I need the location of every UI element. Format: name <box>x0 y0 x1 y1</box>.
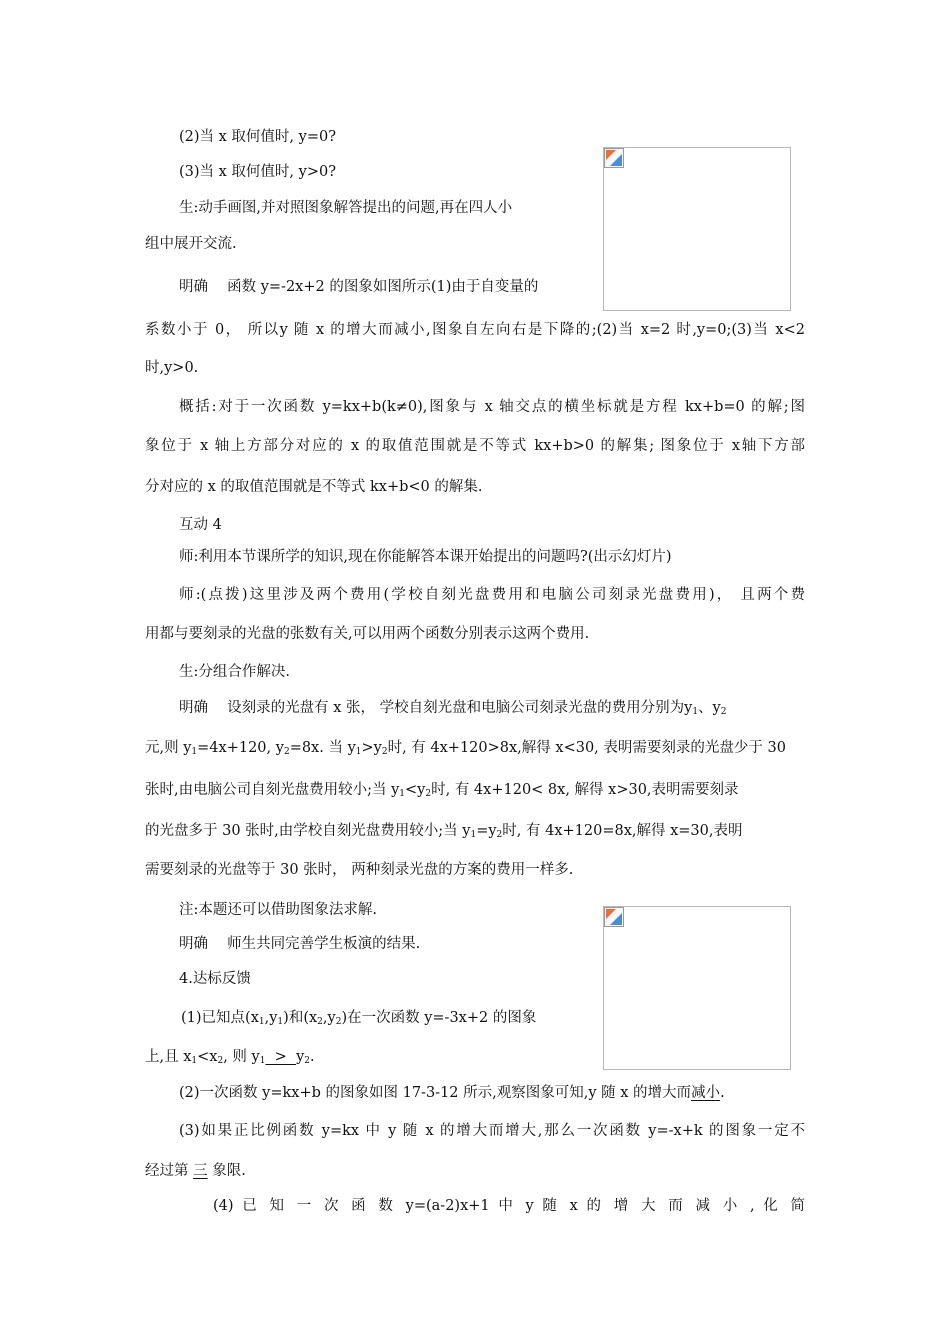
text-line: 张时,由电脑公司自刻光盘费用较小;当 $y_1<y_2$时, 有 4x+120< 8x, 解得 x>30,表明需要刻录 <box>145 782 739 799</box>
text-line: 师:(点拨)这里涉及两个费用(学校自刻光盘费用和电脑公司刻录光盘费用)， 且两个费 <box>179 587 805 603</box>
broken-image-icon <box>604 907 624 927</box>
figure-placeholder-2 <box>603 906 791 1070</box>
answer-blank: 减小 <box>691 1085 721 1101</box>
text-line: 明确 师生共同完善学生板演的结果. <box>179 936 421 952</box>
text-line: 象位于 x 轴上方部分对应的 x 的取值范围就是不等式 kx+b>0 的解集; 图象位于 x轴下方部 <box>145 438 805 454</box>
section-heading: 互动 4 <box>179 517 222 533</box>
answer-blank: 三 <box>193 1163 208 1179</box>
text-line: 明确 函数 y=-2x+2 的图象如图所示(1)由于自变量的 <box>179 279 539 295</box>
text-line: 师:利用本节课所学的知识,现在你能解答本课开始提出的问题吗?(出示幻灯片) <box>179 549 672 565</box>
broken-image-icon <box>604 148 624 168</box>
text-line: 注:本题还可以借助图象法求解. <box>179 902 377 918</box>
text-line: 需要刻录的光盘等于 30 张时， 两种刻录光盘的方案的费用一样多. <box>145 862 574 878</box>
text-line: (2)一次函数 y=kx+b 的图象如图 17-3-12 所示,观察图象可知,y 随 x 的增大而减小. <box>179 1085 725 1101</box>
text-line: 上,且 $x_1<x_2$, 则 $y_1 > y_2$. <box>145 1049 315 1066</box>
text-line: (1)已知点$(x_1,y_1)$和$(x_2,y_2)$在一次函数 y=-3x+2 的图象 <box>181 1010 537 1027</box>
text-line: 时,y>0. <box>145 360 199 376</box>
text-line: 生:动手画图,并对照图象解答提出的问题,再在四人小 <box>179 200 513 216</box>
text-line: 的光盘多于 30 张时,由学校自刻光盘费用较小;当 $y_1=y_2$时, 有 4x+120=8x,解得 x=30,表明 <box>145 823 743 840</box>
text-line: 分对应的 x 的取值范围就是不等式 kx+b<0 的解集. <box>145 479 483 495</box>
text-line: 生:分组合作解决. <box>179 664 290 680</box>
figure-placeholder-1 <box>603 147 791 311</box>
answer-blank: > <box>265 1049 297 1065</box>
text-line: (4) 已 知 一 次 函 数 y=(a-2)x+1 中 y 随 x 的 增 大 而 减 小 , 化 简 <box>213 1198 805 1214</box>
text-line: 系数小于 0， 所以y 随 x 的增大而减小,图象自左向右是下降的;(2)当 x=2 时,y=0;(3)当 x<2 <box>145 322 805 338</box>
text-line: 概括:对于一次函数 y=kx+b(k≠0),图象与 x 轴交点的横坐标就是方程 kx+b=0 的解;图 <box>179 399 805 415</box>
section-heading: 4.达标反馈 <box>179 971 251 987</box>
text-line: (3)当 x 取何值时, y>0? <box>179 164 336 180</box>
text-line: 经过第 三 象限. <box>145 1163 246 1179</box>
text-line: 用都与要刻录的光盘的张数有关,可以用两个函数分别表示这两个费用. <box>145 626 590 642</box>
text-line: 元,则 $y_1=4x+120$, $y_2=8x$. 当 $y_1>y_2$时, 有 4x+120>8x,解得 x<30, 表明需要刻录的光盘少于 30 <box>145 740 786 757</box>
text-line: (2)当 x 取何值时, y=0? <box>179 129 336 145</box>
text-line: (3)如果正比例函数 y=kx 中 y 随 x 的增大而增大,那么一次函数 y=-x+k 的图象一定不 <box>179 1123 805 1139</box>
text-line: 组中展开交流. <box>145 236 237 252</box>
text-line: 明确 设刻录的光盘有 x 张， 学校自刻光盘和电脑公司刻录光盘的费用分别为$y_1$、$y_2$ <box>179 700 727 717</box>
